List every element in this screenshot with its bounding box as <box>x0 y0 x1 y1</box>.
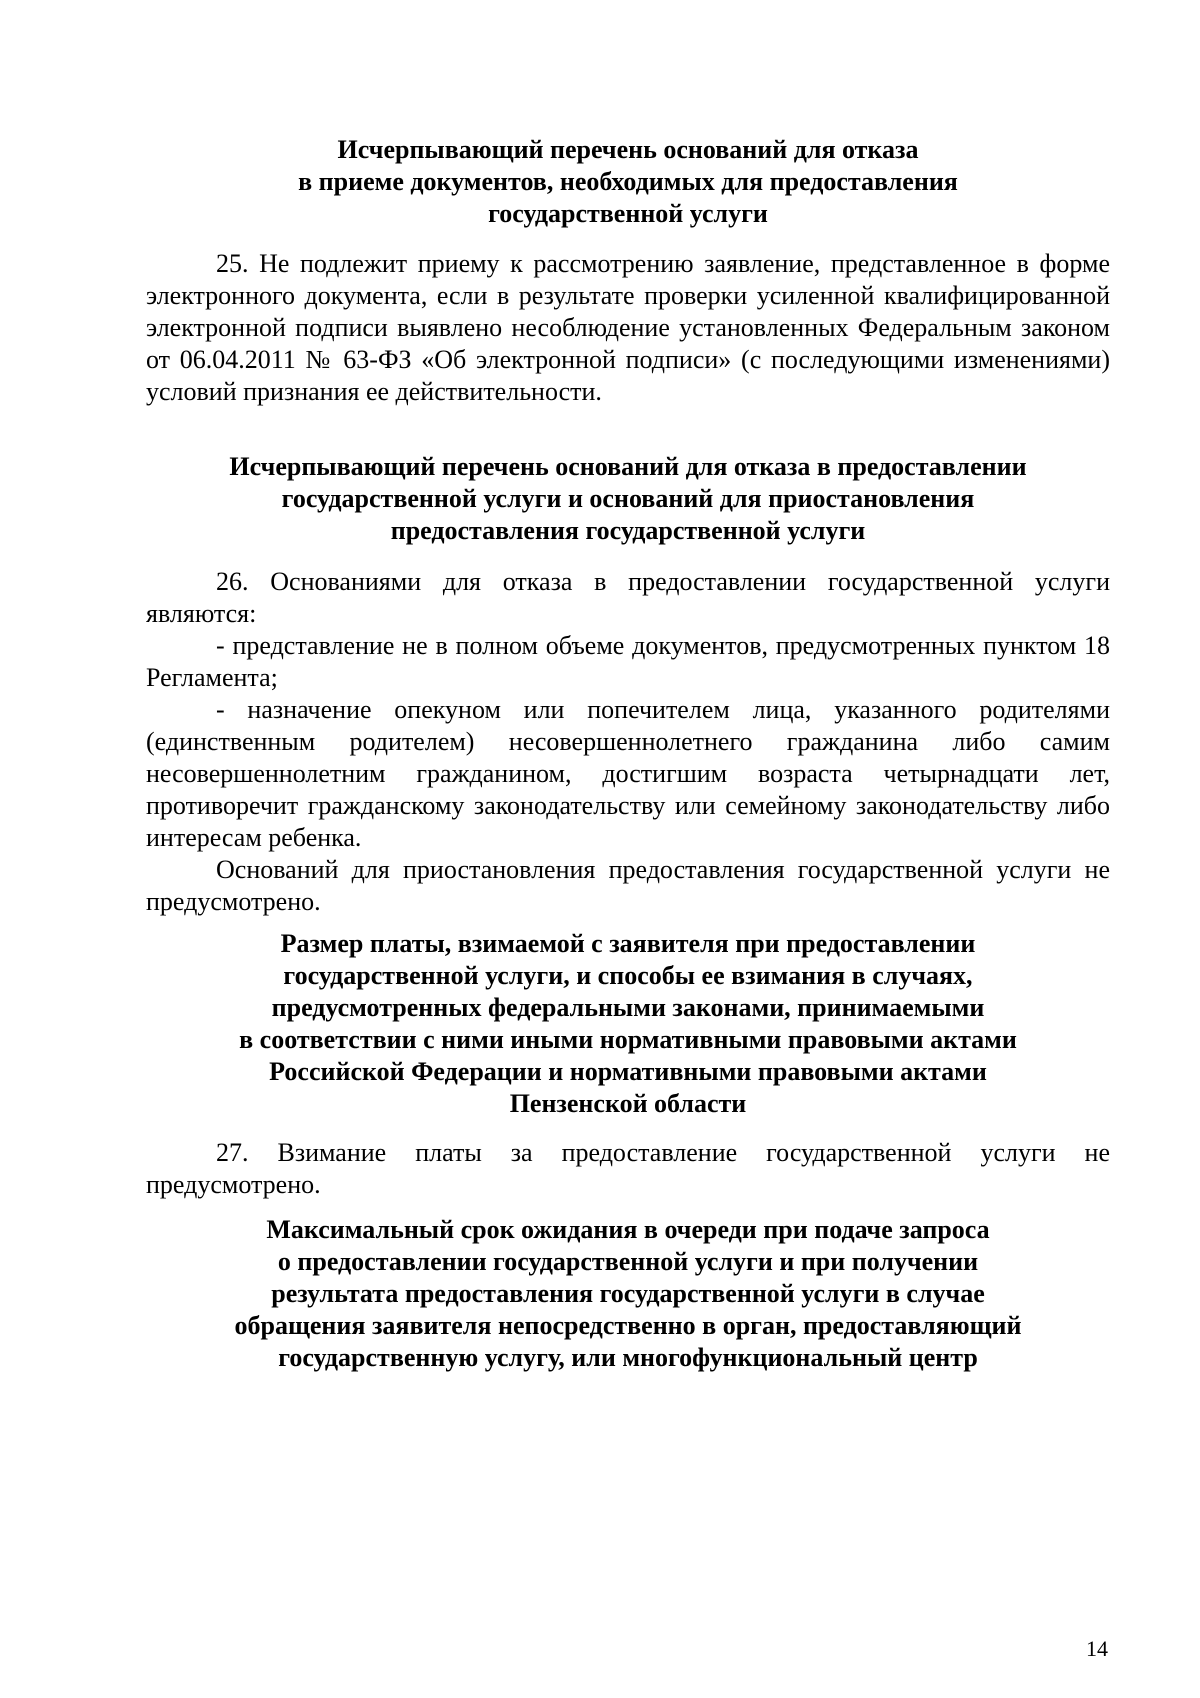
paragraph-26: 26. Основаниями для отказа в предоставлении государственной услуги являются: <box>146 567 1110 628</box>
heading-line: государственной услуги, и способы ее взимания в случаях, <box>283 961 973 990</box>
heading-line: в приеме документов, необходимых для предоставления <box>298 167 958 196</box>
heading-line: результата предоставления государственной услуги в случае <box>271 1279 985 1308</box>
paragraph-25: 25. Не подлежит приему к рассмотрению заявление, представленное в форме электронного документа, если в результате проверки усиленной квалифицированной электронной подписи выявлено несоблюдение установленных Федеральным законом от 06.04.2011 № 63-ФЗ «Об электронной подписи» (с последующими изменениями) условий признания ее действительности. <box>146 249 1110 406</box>
heading-line: государственной услуги и оснований для приостановления <box>281 484 975 513</box>
section-heading-fee <box>146 928 1110 1120</box>
heading-line: Исчерпывающий перечень оснований для отказа в предоставлении <box>229 452 1027 481</box>
heading-line: Максимальный срок ожидания в очереди при подаче запроса <box>266 1215 990 1244</box>
heading-line: обращения заявителя непосредственно в орган, предоставляющий <box>234 1311 1022 1340</box>
heading-line: Исчерпывающий перечень оснований для отказа <box>337 135 919 164</box>
heading-line: государственной услуги <box>488 199 768 228</box>
section-heading-queue-time <box>146 1214 1110 1374</box>
list-item-incomplete-documents: - представление не в полном объеме документов, предусмотренных пунктом 18 Регламента; <box>146 631 1110 692</box>
heading-line: в соответствии с ними иными нормативными правовыми актами <box>239 1025 1017 1054</box>
heading-line: Пензенской области <box>509 1089 747 1118</box>
section-heading-refusal-service <box>146 451 1110 547</box>
list-item-guardian-contradiction: - назначение опекуном или попечителем лица, указанного родителями (единственным родителем) несовершеннолетнего гражданина либо самим несовершеннолетним гражданином, достигшим возраста четырнадцати лет, противоречит гражданскому законодательству или семейному законодательству либо интересам ребенка. <box>146 695 1110 852</box>
heading-line: Размер платы, взимаемой с заявителя при предоставлении <box>280 929 976 958</box>
heading-line: о предоставлении государственной услуги и при получении <box>277 1247 979 1276</box>
heading-line: предусмотренных федеральными законами, принимаемыми <box>271 993 985 1022</box>
paragraph-27: 27. Взимание платы за предоставление государственной услуги не предусмотрено. <box>146 1138 1110 1199</box>
page-number: 14 <box>1086 1636 1108 1661</box>
heading-line: государственную услугу, или многофункциональный центр <box>278 1343 978 1372</box>
document-page <box>146 0 1110 1698</box>
heading-line: предоставления государственной услуги <box>390 516 866 545</box>
heading-line: Российской Федерации и нормативными правовыми актами <box>269 1057 987 1086</box>
section-heading-refusal-documents <box>146 134 1110 230</box>
paragraph-no-suspension: Оснований для приостановления предоставления государственной услуги не предусмотрено. <box>146 855 1110 916</box>
